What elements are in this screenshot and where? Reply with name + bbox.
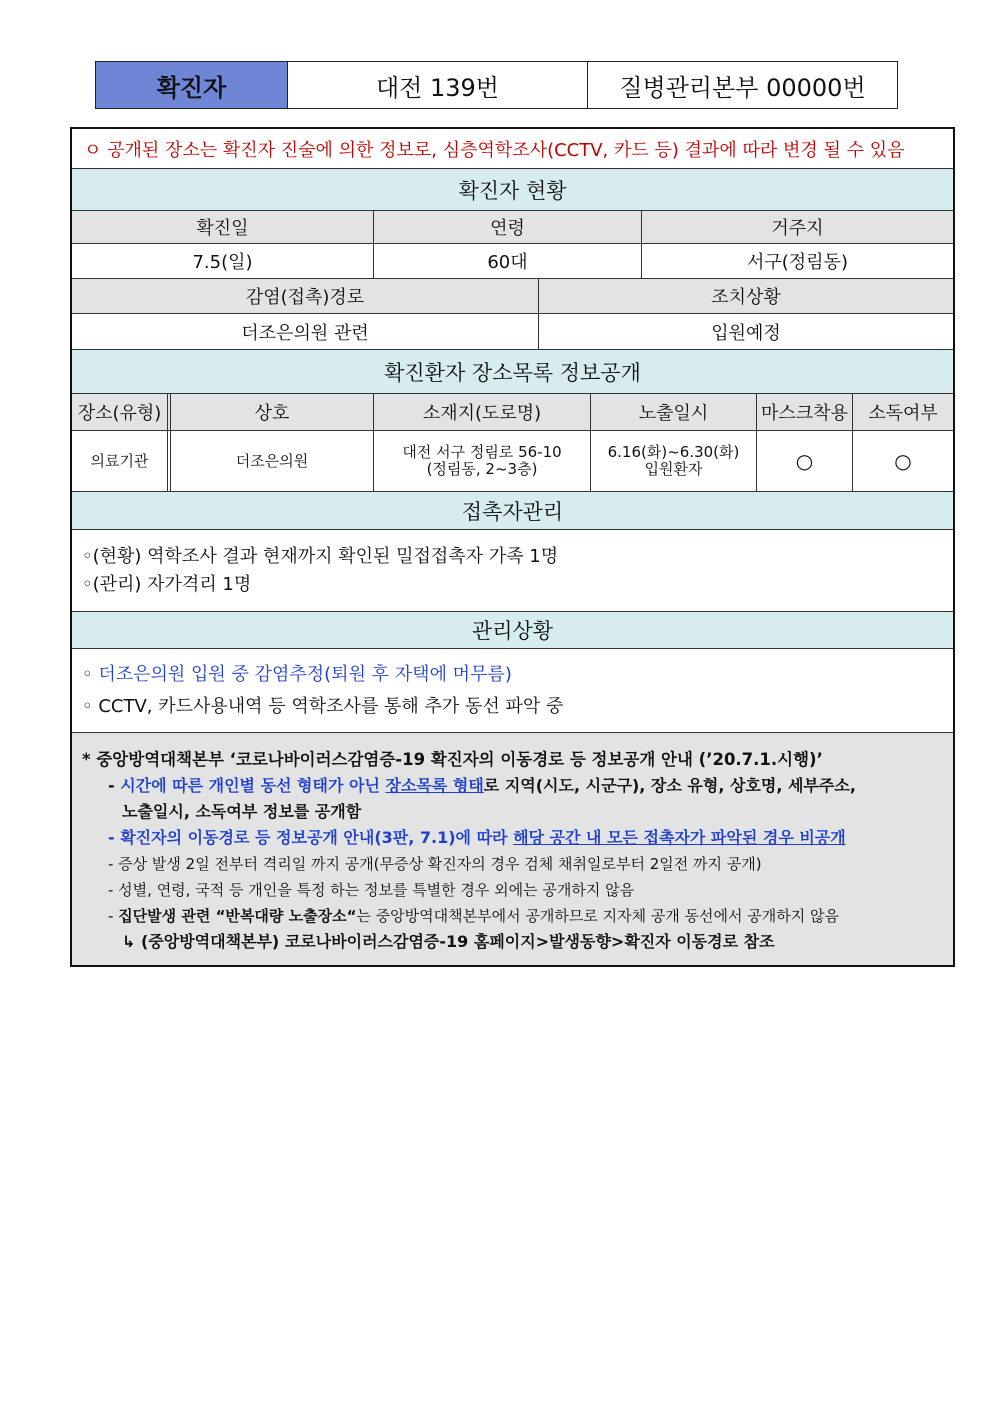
exposure-time-header: 노출일시 — [591, 394, 757, 430]
contacts-title: 접촉자관리 — [461, 499, 564, 524]
disinfection-value: ○ — [894, 449, 912, 473]
footnote-line5 — [82, 903, 945, 929]
footnote-line1 — [82, 773, 945, 799]
contacts-list — [72, 530, 953, 611]
address-cell — [374, 431, 591, 491]
business-name-header: 상호 — [171, 394, 374, 430]
age-value: 60대 — [374, 244, 642, 278]
place-row — [72, 431, 953, 492]
address-header: 소재지(도로명) — [374, 394, 591, 430]
case-info-table — [70, 127, 955, 967]
status-section-header — [72, 169, 953, 211]
footnote-line5-bold: 집단발생 관련 “반복대량 노출장소“ — [118, 907, 357, 925]
status-value-row — [72, 244, 953, 279]
footnote-line2-underlined: 해당 공간 내 모든 접촉자가 파악된 경우 비공개 — [513, 828, 846, 847]
confirmed-date-value: 7.5(일) — [72, 244, 374, 278]
dash: - — [108, 776, 121, 795]
mask-value: ○ — [757, 431, 853, 491]
management-line1: 더조은의원 입원 중 감염추정(퇴원 후 자택에 머무름) — [98, 663, 512, 685]
management-line2: ◦ CCTV, 카드사용내역 등 역학조사를 통해 추가 동선 파악 중 — [82, 695, 564, 717]
action-status-header: 조치상황 — [711, 287, 781, 308]
management-line — [82, 659, 512, 691]
contacts-line: ◦(관리) 자가격리 1명 — [82, 573, 252, 595]
place-type-header: 장소(유형) — [72, 394, 171, 430]
management-body — [72, 649, 953, 733]
footnote-line1-rest: 로 지역(시도, 시군구), 장소 유형, 상호명, 세부주소, — [483, 776, 856, 795]
address-line1: 대전 서구 정림로 56-10 — [402, 443, 562, 461]
route-header-row — [72, 279, 953, 314]
status-header-row — [72, 211, 953, 244]
contacts-body — [72, 530, 953, 612]
exposure-line2: 입원환자 — [644, 460, 703, 478]
case-label: 확진자 — [96, 62, 288, 108]
mask-header: 마스크착용 — [757, 394, 853, 430]
case-region-number: 대전 139번 — [288, 62, 588, 108]
exposure-line1: 6.16(화)~6.30(화) — [607, 443, 740, 461]
footnote-line3: - 증상 발생 2일 전부터 격리일 까지 공개(무증상 확진자의 경우 검체 채취일로부터 2일전 까지 공개) — [108, 855, 762, 873]
management-title: 관리상황 — [471, 619, 554, 643]
contacts-line: ◦(현황) 역학조사 결과 현재까지 확인된 밀접접촉자 가족 1명 — [82, 545, 559, 567]
route-value-row — [72, 314, 953, 350]
footnote-line6: ↳ (중앙방역대책본부) 코로나바이러스감염증-19 홈페이지>발생동향>확진자 이동경로 참조 — [122, 932, 775, 951]
case-header — [95, 61, 898, 109]
business-name: 더조은의원 — [171, 431, 374, 491]
place-type: 의료기관 — [72, 431, 171, 491]
footnote-line1-cont: 노출일시, 소독여부 정보를 공개함 — [122, 802, 362, 821]
residence-header: 거주지 — [771, 218, 824, 239]
footnote-line5-rest: 는 중앙방역대책본부에서 공개하므로 지자체 공개 동선에서 공개하지 않음 — [356, 907, 840, 925]
residence-value: 서구(정림동) — [747, 252, 848, 273]
contacts-section-header — [72, 492, 953, 530]
infection-route-value: 더조은의원 관련 — [72, 314, 539, 349]
address-line2: (정림동, 2~3층) — [426, 460, 538, 478]
bullet-marker: ◦ — [82, 663, 99, 685]
management-list — [72, 649, 953, 732]
confirmed-date-header: 확진일 — [72, 211, 374, 243]
action-status-value: 입원예정 — [711, 322, 781, 344]
notice-text: ㅇ 공개된 장소는 확진자 진술에 의한 정보로, 심층역학조사(CCTV, 카드 등) 결과에 따라 변경 될 수 있음 — [84, 139, 905, 161]
age-header: 연령 — [374, 211, 642, 243]
exposure-cell — [591, 431, 757, 491]
management-section-header — [72, 612, 953, 649]
kdca-case-number: 질병관리본부 00000번 — [619, 73, 866, 102]
places-header-row — [72, 394, 953, 431]
places-section-header — [72, 350, 953, 394]
places-title: 확진환자 장소목록 정보공개 — [384, 360, 641, 385]
infection-route-header: 감염(접촉)경로 — [72, 279, 539, 313]
footnote-line2-blue: - 확진자의 이동경로 등 정보공개 안내(3판, 7.1)에 따라 — [108, 828, 514, 847]
footnote-line4: - 성별, 연령, 국적 등 개인을 특정 하는 정보를 특별한 경우 외에는 공개하지 않음 — [108, 881, 635, 899]
footnote-line1-underlined: 장소목록 형태 — [385, 776, 484, 795]
dash: - — [108, 907, 119, 925]
footnote-line1-blue: 시간에 따른 개인별 동선 형태가 아닌 — [120, 776, 386, 795]
status-title: 확진자 현황 — [458, 178, 567, 203]
footnote-line2 — [82, 825, 945, 851]
disinfection-header: 소독여부 — [868, 403, 938, 424]
footnote-title: * 중앙방역대책본부 ‘코로나바이러스감염증-19 확진자의 이동경로 등 정보공개 안내 (’20.7.1.시행)’ — [82, 750, 823, 769]
notice-row — [72, 129, 953, 169]
disclosure-footnote — [72, 733, 953, 965]
